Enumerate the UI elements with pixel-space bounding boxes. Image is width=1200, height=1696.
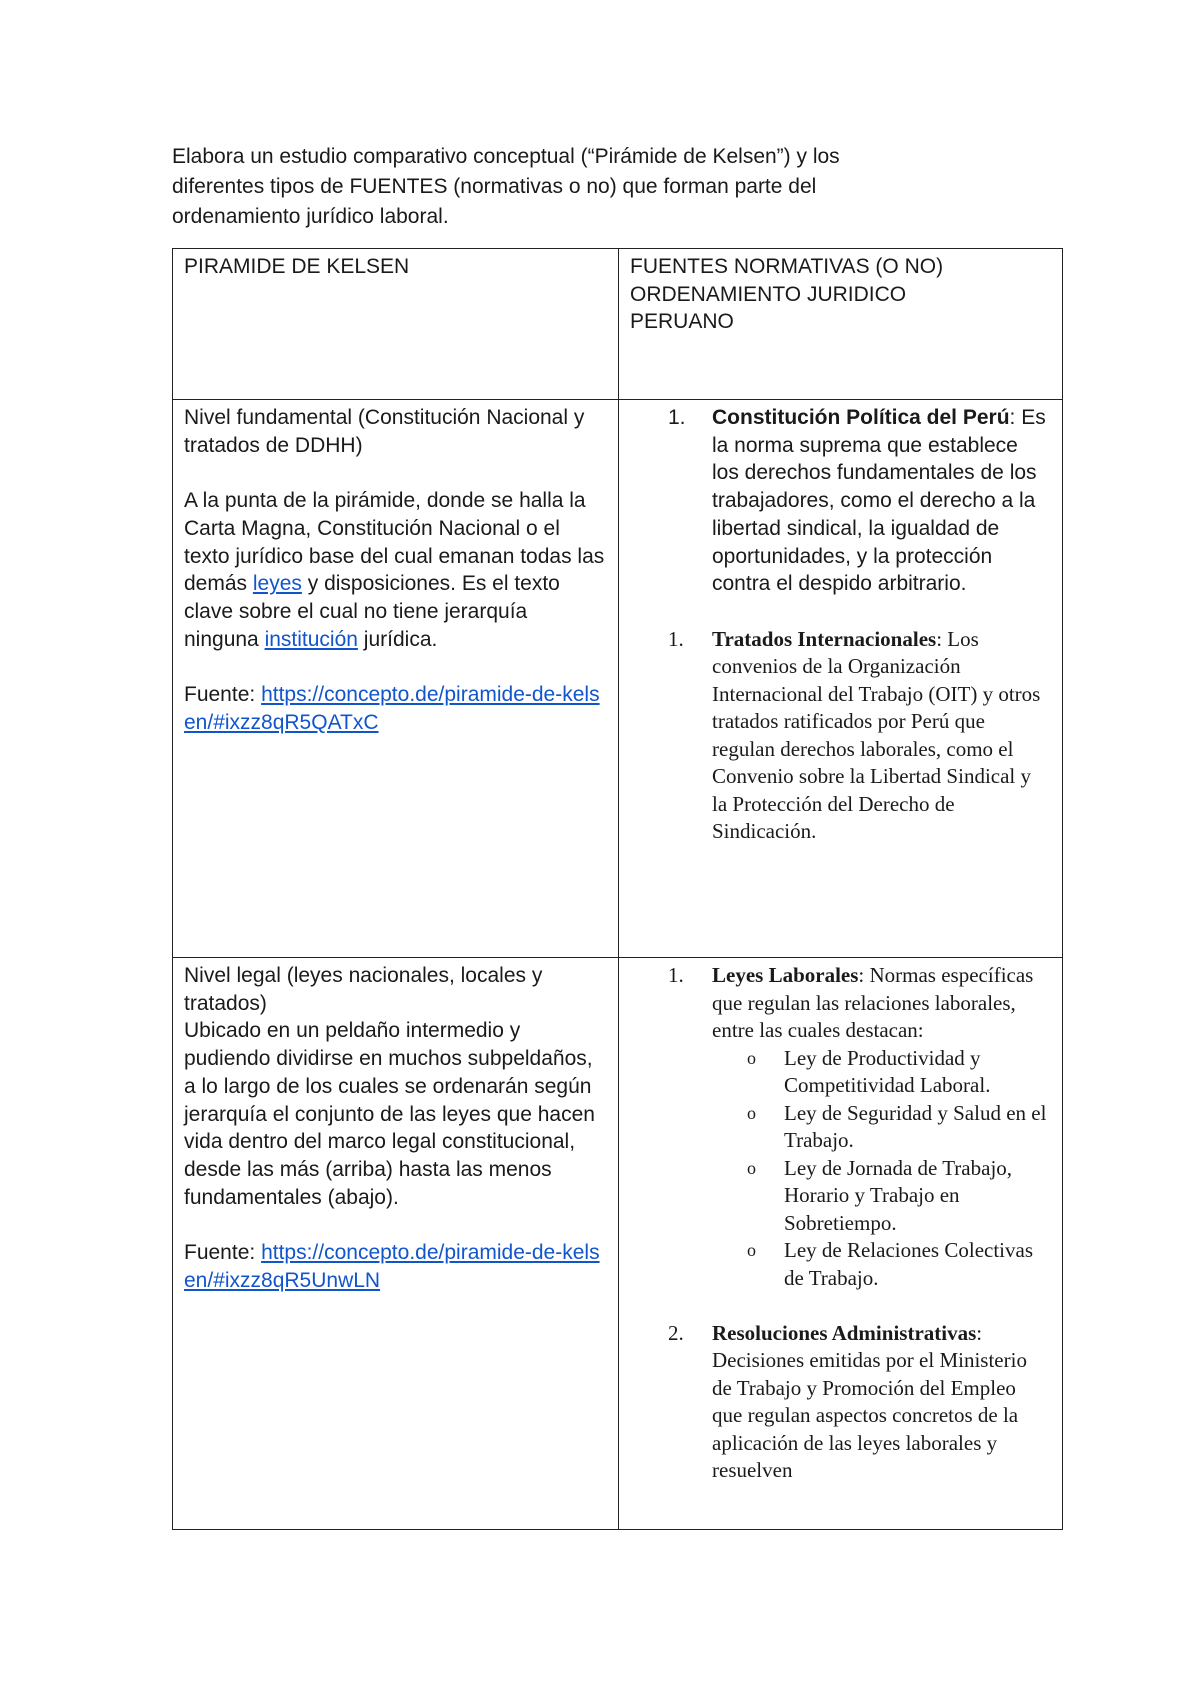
table-header-row [173,249,1063,400]
list-item [630,962,1050,1292]
source-link[interactable]: https://concepto.de/piramide-de-kelsen/#ixzz8qR5UnwLN [184,1241,600,1292]
header-fuentes-line: FUENTES NORMATIVAS (O NO) [630,255,944,278]
cell-nivel-fundamental [173,400,619,958]
comparison-table [172,248,1063,1530]
level-title: Nivel fundamental (Constitución Nacional y tratados de DDHH) [184,406,585,457]
sources-list [630,962,1050,1485]
intro-line: Elabora un estudio comparativo conceptual (“Pirámide de Kelsen”) y los [172,145,840,168]
table-row [173,400,1063,958]
sources-list [630,404,1050,598]
source-label: Fuente: [184,683,262,706]
header-cell-kelsen [173,249,619,400]
source-label: Fuente: [184,1241,262,1265]
list-number: 1. [668,626,684,651]
description-text: jurídica. [357,627,438,651]
bullet: o [747,1157,756,1178]
law-name: Ley de Productividad y Competitividad Laboral. [784,1045,991,1097]
source-title: Leyes Laborales [712,963,859,987]
list-number: 1. [668,963,684,987]
list-item [630,404,1050,598]
link-leyes[interactable]: leyes [252,572,302,596]
description-text: A la punta de la pirámide, donde se halla la Carta Magna, Constitución Nacional o el texto jurídico base del cual emanan todas las demás [184,489,605,596]
cell-fuentes-constitucionales [619,400,1063,958]
intro-line: diferentes tipos de FUENTES (normativas o no) que forman parte del [172,175,817,198]
law-name: Ley de Jornada de Trabajo, Horario y Trabajo en Sobretiempo. [784,1155,1013,1235]
list-item [630,1320,1050,1485]
source-title: Constitución Política del Perú [712,406,1010,429]
source-link[interactable]: https://concepto.de/piramide-de-kelsen/#ixzz8qR5QATxC [184,683,600,734]
header-kelsen-label: PIRAMIDE DE KELSEN [184,255,410,278]
description-text: y disposiciones. Es el texto clave sobre el cual no tiene jerarquía ninguna [184,572,560,651]
source-line [184,681,606,736]
sublist-item [630,1155,1050,1238]
header-cell-fuentes [619,249,1063,400]
cell-fuentes-legales [619,958,1063,1530]
sublist-item [630,1100,1050,1155]
bullet: o [747,1240,756,1260]
list-number: 2. [668,1320,684,1345]
source-text: : Los convenios de la Organización Internacional del Trabajo (OIT) y otros tratados ratificados por Perú que regulan derechos laborales, como el Convenio sobre la Libertad Sindical y la Protección del Derecho de Sindicación. [712,626,1041,844]
list-number: 1. [668,406,686,429]
level-description: Ubicado en un peldaño intermedio y pudiendo dividirse en muchos subpeldaños, a lo largo de los cuales se ordenarán según jerarquía el conjunto de las leyes que hacen vida dentro del marco legal constitucional, desde las más (arriba) hasta las menos fundamentales (abajo). [184,1019,595,1209]
source-title: Tratados Internacionales [712,626,937,651]
header-fuentes-line: ORDENAMIENTO JURIDICO [630,282,907,306]
level-description [184,487,606,653]
sublist-item [630,1237,1050,1292]
source-line [184,1239,606,1294]
intro-line: ordenamiento jurídico laboral. [172,205,449,228]
source-text: : Normas específicas que regulan las relaciones laborales, entre las cuales destacan: [712,963,1034,1042]
intro-paragraph [172,142,972,232]
sources-list [630,626,1050,846]
bullet: o [747,1102,756,1123]
laws-sublist [630,1045,1050,1293]
source-title: Resoluciones Administrativas [712,1320,977,1345]
source-text: : Decisiones emitidas por el Ministerio de Trabajo y Promoción del Empleo que regulan aspectos concretos de la aplicación de las leyes laborales y resuelven [712,1320,1027,1482]
sublist-item [630,1045,1050,1100]
cell-nivel-legal [173,958,619,1530]
bullet: o [747,1047,756,1068]
level-title: Nivel legal (leyes nacionales, locales y tratados) [184,964,543,1015]
law-name: Ley de Relaciones Colectivas de Trabajo. [784,1238,1033,1290]
source-text: : Es la norma suprema que establece los derechos fundamentales de los trabajadores, como el derecho a la libertad sindical, la igualdad de oportunidades, y la protección contra el despido arbitrario. [712,406,1046,596]
law-name: Ley de Seguridad y Salud en el Trabajo. [784,1100,1047,1152]
header-fuentes-line: PERUANO [630,310,734,334]
list-item [630,626,1050,846]
link-institucion[interactable]: institución [264,627,358,651]
table-row [173,958,1063,1530]
